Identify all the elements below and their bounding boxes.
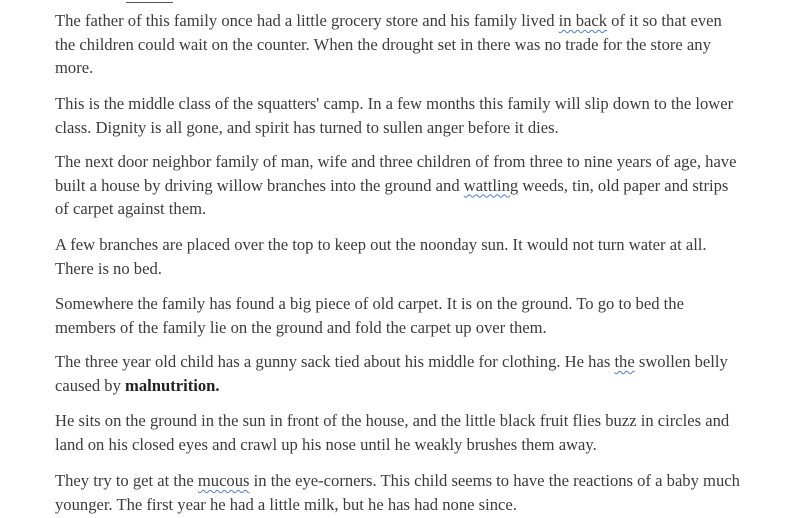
paragraph-4 bbox=[55, 233, 745, 280]
paragraph-3-text-2: weeds, tin, old paper and strips of carpet against them. bbox=[55, 175, 729, 218]
paragraph-6 bbox=[55, 350, 745, 397]
spellcheck-flagged-phrase-in-back[interactable]: in back bbox=[558, 11, 608, 30]
paragraph-8-text-1: They try to get at the bbox=[55, 471, 198, 490]
paragraph-6-text-2: swollen belly caused by bbox=[55, 352, 728, 395]
paragraph-3-text-1: The next door neighbor family of man, wife and three children of from three to nine years of age, have built a house by driving willow branches into the ground and bbox=[55, 152, 737, 195]
paragraph-2-text-1: This is the middle class of the squatters' camp. In a few months this family will slip down to the lower class. Dignity is all gone, and spirit has turned to sullen anger before it dies. bbox=[55, 94, 734, 137]
paragraph-7 bbox=[55, 409, 745, 456]
paragraph-5-text-1: Somewhere the family has found a big piece of old carpet. It is on the ground. To go to bed the members of the family lie on the ground and fold the carpet up over them. bbox=[55, 294, 684, 337]
paragraph-8-text-2: in the eye-corners. This child seems to have the reactions of a baby much younger. The first year he had a little milk, but he has had none since. bbox=[55, 471, 740, 514]
paragraph-6-text-1: The three year old child has a gunny sack tied about his middle for clothing. He has bbox=[55, 352, 615, 371]
spellcheck-flagged-word-mucous[interactable]: mucous bbox=[197, 471, 250, 490]
paragraph-1-text-2: of it so that even the children could wait on the counter. When the drought set in there was no trade for the store any more. bbox=[55, 11, 722, 77]
paragraph-1-text-1: The father of this family once had a little grocery store and his family lived bbox=[55, 11, 559, 30]
previous-line-fragment bbox=[126, 0, 173, 3]
paragraph-1 bbox=[55, 9, 745, 80]
spellcheck-flagged-word-the[interactable]: the bbox=[614, 352, 635, 371]
spellcheck-flagged-word-wattling[interactable]: wattling bbox=[463, 175, 519, 195]
paragraph-3 bbox=[55, 150, 745, 221]
paragraph-7-text-1: He sits on the ground in the sun in front of the house, and the little black fruit flies buzz in circles and land on his closed eyes and crawl up his nose until he weakly brushes them away. bbox=[55, 411, 730, 454]
paragraph-2 bbox=[55, 92, 745, 139]
paragraph-8 bbox=[55, 469, 745, 516]
paragraph-5 bbox=[55, 292, 745, 339]
paragraph-4-text-1: A few branches are placed over the top to keep out the noonday sun. It would not turn water at all. There is no bed. bbox=[55, 235, 707, 278]
bold-word-malnutrition: malnutrition. bbox=[125, 375, 220, 395]
